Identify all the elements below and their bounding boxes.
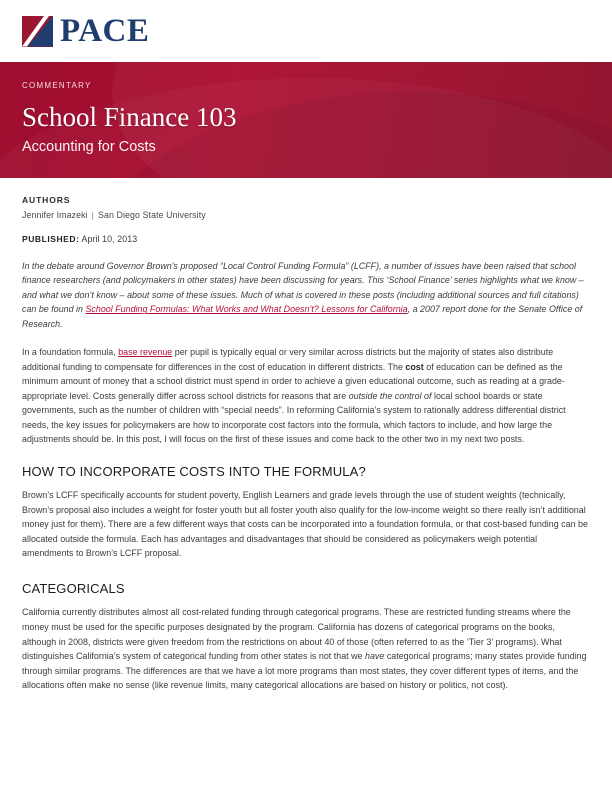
section-formula-paragraph: Brown’s LCFF specifically accounts for student poverty, English Learners and grade levels through the use of student weights (technically, Brown’s proposal also includes a weight for foster youth but all foster youth also qualify for the low-income weight so there really isn’t additional money just for them). There are a few different ways that costs can be incorporated into a foundation formula, or that cost-based funding can be allocated outside the formula. Each has advantages and disadvantages that should be considered as policymakers weigh potential amendments to Brown’s LCFF proposal. xyxy=(22,490,588,559)
categoricals-part1: California currently distributes almost all cost-related funding through categorical programs. These are restricted funding streams where the money must be used for the specific purposes designated by the program. California has dozens of categorical programs on the books, although in 2008, districts were given freedom from the restrictions on about 40 of those (often referred to as the ‘Tier 3’ programs). What distinguishes California’s system of categorical funding from other states is not that we xyxy=(22,607,571,662)
abstract-text-part1: In the debate around Governor Brown's proposed “Local Control Funding Formula” (LCFF), a number of issues have been raised that school finance researchers (and policymakers in other states) have been discussing for years. This ‘School Finance’ series highlights what we know – and what we don’t know – about some of these issues. Much of what is covered in these posts (including additional sources and full citations) can be found in xyxy=(22,261,584,315)
published-date: April 10, 2013 xyxy=(81,234,138,244)
author-separator: | xyxy=(91,210,95,220)
intro-bold-cost: cost xyxy=(405,361,424,372)
section-heading-categoricals: CATEGORICALS xyxy=(22,580,125,596)
base-revenue-link[interactable]: base revenue xyxy=(118,347,173,358)
pace-logo[interactable] xyxy=(22,12,150,49)
authors-label: AUTHORS xyxy=(22,195,71,205)
intro-italic-outside-control: outside the control of xyxy=(348,390,432,401)
categoricals-italic-have: have xyxy=(365,651,385,662)
published-label: PUBLISHED: xyxy=(22,234,80,244)
abstract-paragraph xyxy=(22,259,590,331)
intro-part2: per pupil is typically equal or very similar across districts but the majority of states also distribute additional funding to compensate for differences in the cost of education in different districts. The xyxy=(22,347,554,372)
page-subtitle: Accounting for Costs xyxy=(22,139,156,156)
title-banner xyxy=(0,62,612,178)
pace-logo-mark-icon xyxy=(22,16,53,47)
section-categoricals-paragraph xyxy=(22,605,590,692)
intro-part3: of education can be defined as the minimum amount of money that a school district must spend in order to achieve a given educational outcome, such as reading at a grade-appropriate level. Costs generally differ across school districts for reasons that are xyxy=(22,361,565,401)
author-line xyxy=(22,210,590,220)
author-name: Jennifer Imazeki xyxy=(22,210,88,220)
pace-wordmark: PACE xyxy=(60,12,150,49)
report-link[interactable]: School Funding Formulas: What Works and What Doesn’t? Lessons for California xyxy=(85,304,408,315)
intro-part1: In a foundation formula, xyxy=(22,347,119,358)
published-line xyxy=(22,234,590,244)
categoricals-part2: categorical programs; many states provide funding through similar programs. The differences are that we have a lot more programs than most states, they cover different types of items, and the allocations often make no sense (like revenue limits, many categorical allocations are based on history or politics, not cost). xyxy=(22,651,587,691)
abstract-text-part2: , a 2007 report done for the Senate Office of Research. xyxy=(22,304,583,329)
intro-paragraph xyxy=(22,345,590,447)
intro-part4: local school boards or state governments, such as the number of children with “special needs”. In reforming California’s system to rationally address differential district needs, the key issues for policymakers are how to incorporate cost factors into the formula, which factors to include, and how large the adjustments should be. In this post, I will focus on the first of these issues and come back to the other two in my next two posts. xyxy=(22,390,566,445)
content-type-label: COMMENTARY xyxy=(22,81,92,90)
page-title: School Finance 103 xyxy=(22,102,237,132)
document-content xyxy=(0,178,612,693)
author-affiliation: San Diego State University xyxy=(98,210,206,220)
section-heading-formula: HOW TO INCORPORATE COSTS INTO THE FORMULA? xyxy=(22,463,366,479)
logo-bar xyxy=(0,0,612,62)
